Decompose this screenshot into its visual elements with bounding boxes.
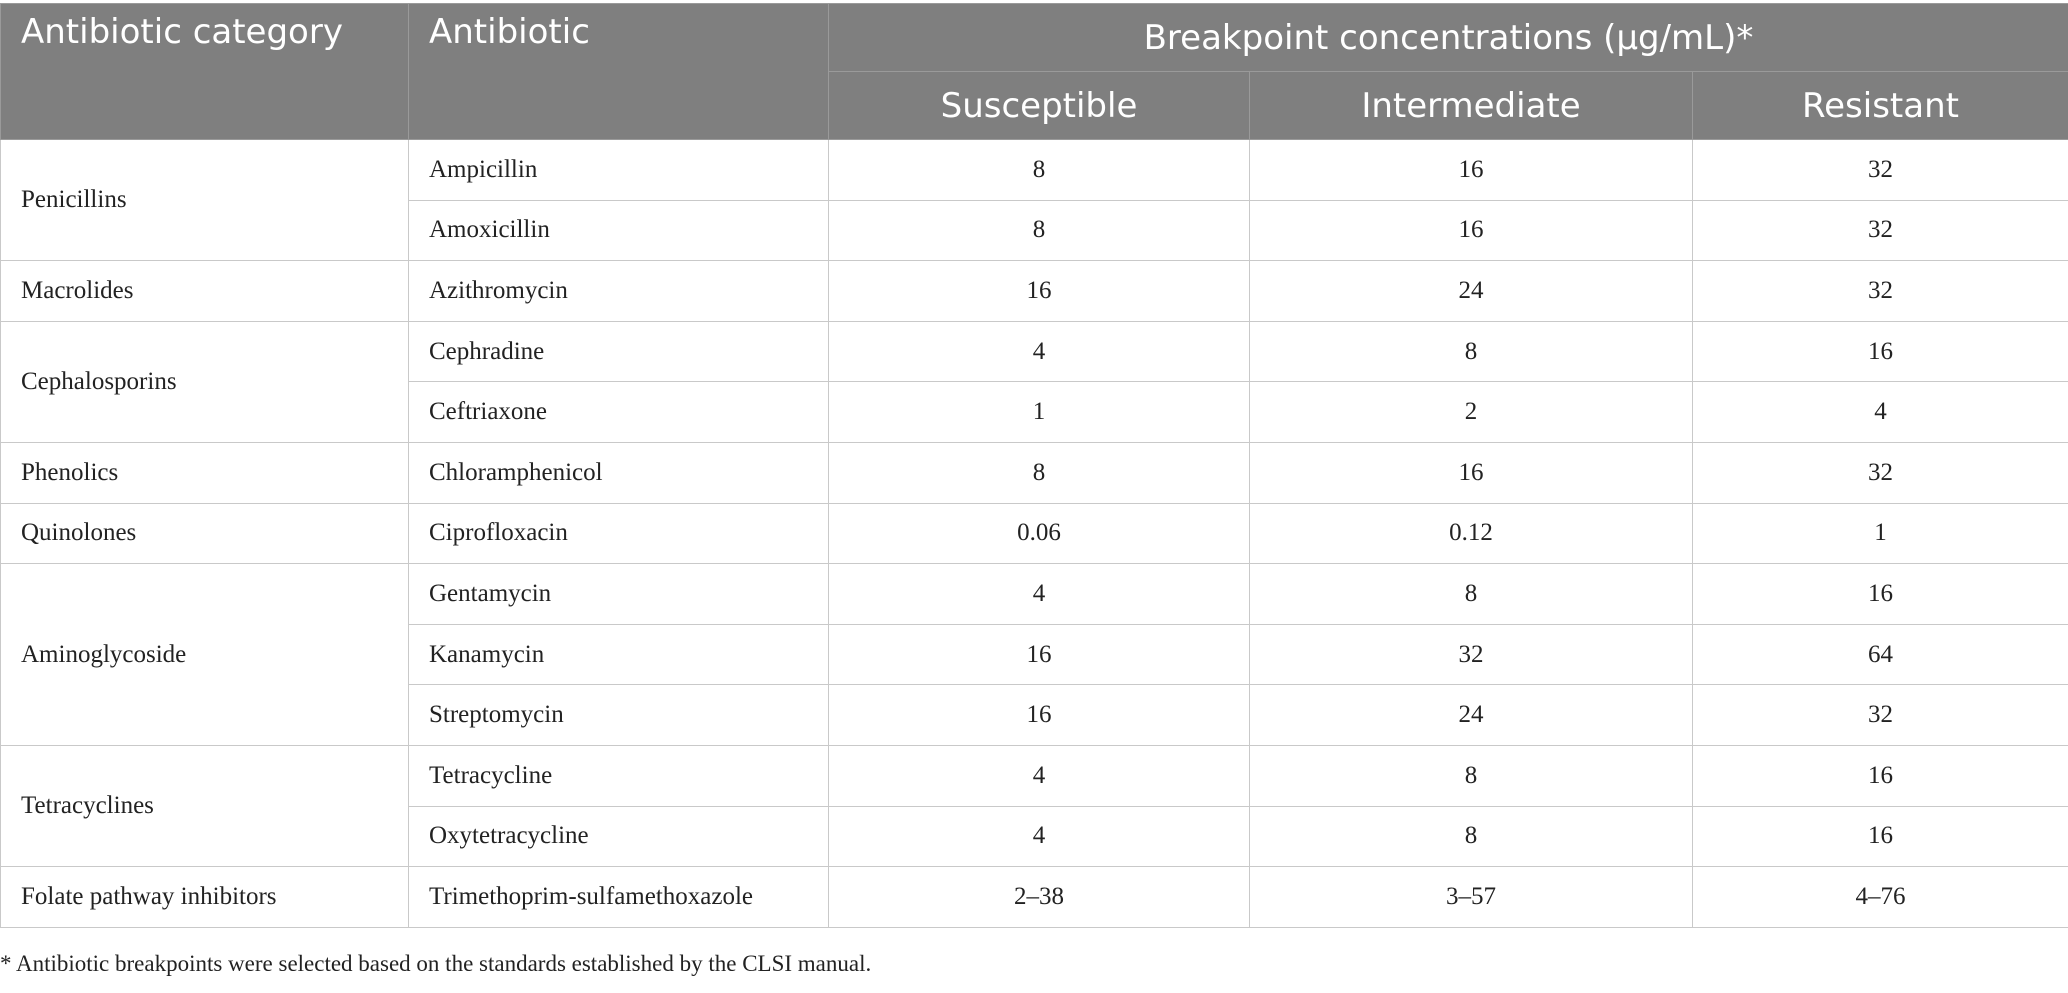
table-row [1,442,2068,503]
cell-susceptible: 8 [829,200,1250,261]
cell-antibiotic: Tetracycline [409,745,829,806]
header-antibiotic: Antibiotic [409,4,829,140]
breakpoint-table [0,3,2068,928]
cell-resistant: 1 [1693,503,2068,564]
cell-susceptible: 4 [829,564,1250,625]
header-breakpoint-concentrations: Breakpoint concentrations (µg/mL)* [829,4,2068,72]
cell-intermediate: 32 [1250,624,1693,685]
cell-susceptible: 2–38 [829,867,1250,928]
cell-category: Aminoglycoside [1,564,409,746]
cell-antibiotic: Trimethoprim-sulfamethoxazole [409,867,829,928]
cell-intermediate: 16 [1250,140,1693,201]
cell-antibiotic: Streptomycin [409,685,829,746]
cell-intermediate: 2 [1250,382,1693,443]
cell-intermediate: 16 [1250,200,1693,261]
cell-susceptible: 0.06 [829,503,1250,564]
cell-category: Cephalosporins [1,321,409,442]
header-antibiotic-category: Antibiotic category [1,4,409,140]
cell-resistant: 32 [1693,140,2068,201]
cell-resistant: 16 [1693,806,2068,867]
cell-susceptible: 16 [829,624,1250,685]
header-susceptible: Susceptible [829,72,1250,140]
cell-resistant: 16 [1693,564,2068,625]
table-footnote: * Antibiotic breakpoints were selected based on the standards established by the CLSI manual. [0,951,872,976]
cell-resistant: 16 [1693,745,2068,806]
table-row [1,745,2068,806]
cell-intermediate: 8 [1250,321,1693,382]
cell-category: Macrolides [1,261,409,322]
cell-antibiotic: Chloramphenicol [409,442,829,503]
cell-antibiotic: Ampicillin [409,140,829,201]
table-row [1,503,2068,564]
table-row [1,564,2068,625]
cell-intermediate: 8 [1250,806,1693,867]
cell-antibiotic: Oxytetracycline [409,806,829,867]
cell-resistant: 64 [1693,624,2068,685]
cell-resistant: 32 [1693,261,2068,322]
cell-resistant: 4–76 [1693,867,2068,928]
cell-antibiotic: Azithromycin [409,261,829,322]
cell-susceptible: 16 [829,685,1250,746]
cell-intermediate: 24 [1250,685,1693,746]
cell-susceptible: 8 [829,140,1250,201]
cell-resistant: 16 [1693,321,2068,382]
cell-susceptible: 1 [829,382,1250,443]
cell-category: Quinolones [1,503,409,564]
cell-intermediate: 16 [1250,442,1693,503]
cell-intermediate: 8 [1250,564,1693,625]
cell-susceptible: 16 [829,261,1250,322]
cell-resistant: 4 [1693,382,2068,443]
cell-category: Folate pathway inhibitors [1,867,409,928]
cell-antibiotic: Kanamycin [409,624,829,685]
header-resistant: Resistant [1693,72,2068,140]
cell-resistant: 32 [1693,442,2068,503]
cell-susceptible: 8 [829,442,1250,503]
cell-susceptible: 4 [829,745,1250,806]
cell-antibiotic: Amoxicillin [409,200,829,261]
cell-intermediate: 0.12 [1250,503,1693,564]
cell-antibiotic: Ciprofloxacin [409,503,829,564]
table-row [1,321,2068,382]
cell-resistant: 32 [1693,685,2068,746]
table-header [1,4,2068,140]
cell-susceptible: 4 [829,321,1250,382]
cell-intermediate: 8 [1250,745,1693,806]
cell-category: Phenolics [1,442,409,503]
cell-category: Penicillins [1,140,409,261]
cell-antibiotic: Gentamycin [409,564,829,625]
cell-resistant: 32 [1693,200,2068,261]
table-row [1,140,2068,201]
cell-category: Tetracyclines [1,745,409,866]
cell-intermediate: 24 [1250,261,1693,322]
table-row [1,261,2068,322]
cell-intermediate: 3–57 [1250,867,1693,928]
header-intermediate: Intermediate [1250,72,1693,140]
cell-susceptible: 4 [829,806,1250,867]
cell-antibiotic: Ceftriaxone [409,382,829,443]
cell-antibiotic: Cephradine [409,321,829,382]
table-row [1,867,2068,928]
table-body [1,140,2068,928]
